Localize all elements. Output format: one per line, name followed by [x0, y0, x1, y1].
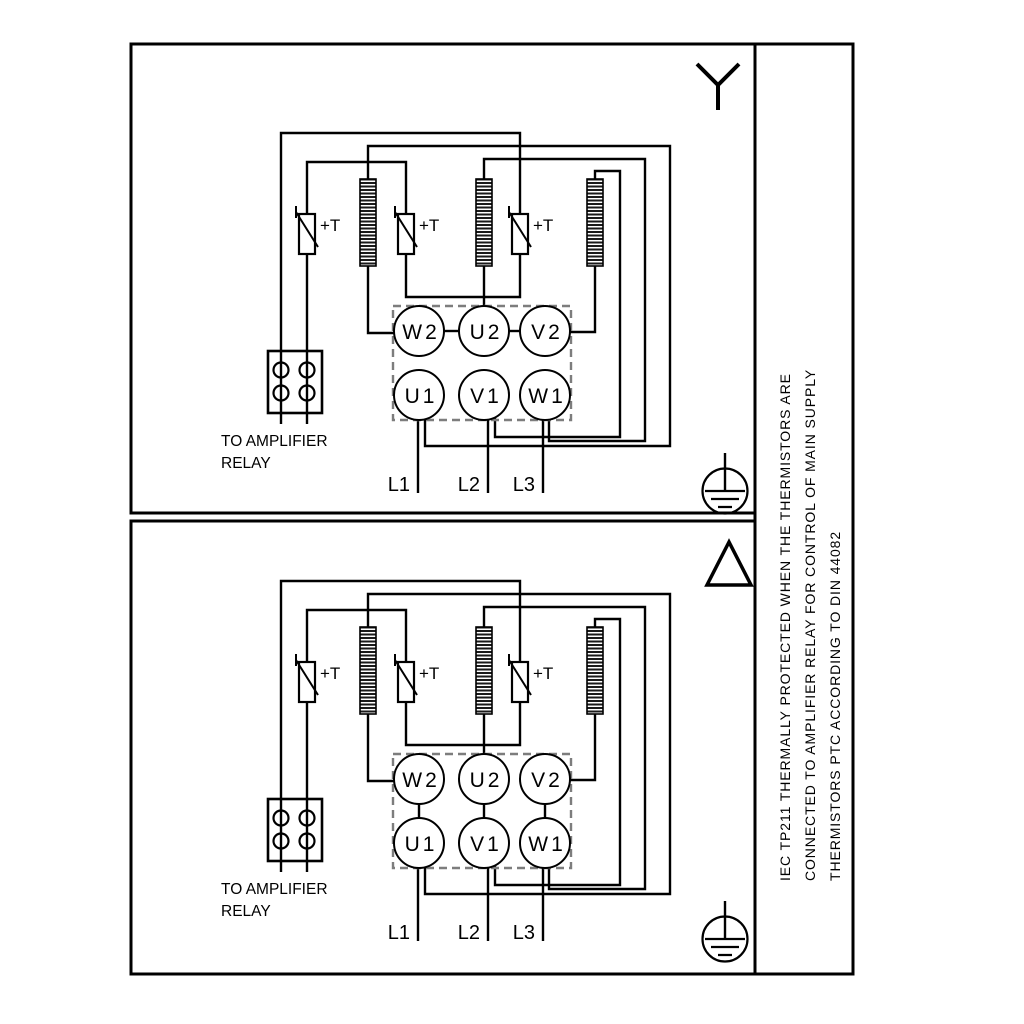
- panel2-schematic: [221, 581, 748, 962]
- side-note: [777, 369, 843, 881]
- panel-star-connection: [221, 64, 748, 514]
- side-note-line1: IEC TP211 THERMALLY PROTECTED WHEN THE THERMISTORS ARE: [777, 373, 793, 881]
- panel1-schematic: [221, 133, 748, 514]
- star-symbol-icon: [697, 64, 739, 110]
- side-note-line3: THERMISTORS PTC ACCORDING TO DIN 44082: [827, 530, 843, 881]
- delta-bridge-links: [419, 804, 545, 818]
- delta-symbol-icon: [707, 542, 751, 585]
- side-note-line2: CONNECTED TO AMPLIFIER RELAY FOR CONTROL OF MAIN SUPPLY: [802, 368, 818, 881]
- panel-delta-connection: [221, 542, 751, 962]
